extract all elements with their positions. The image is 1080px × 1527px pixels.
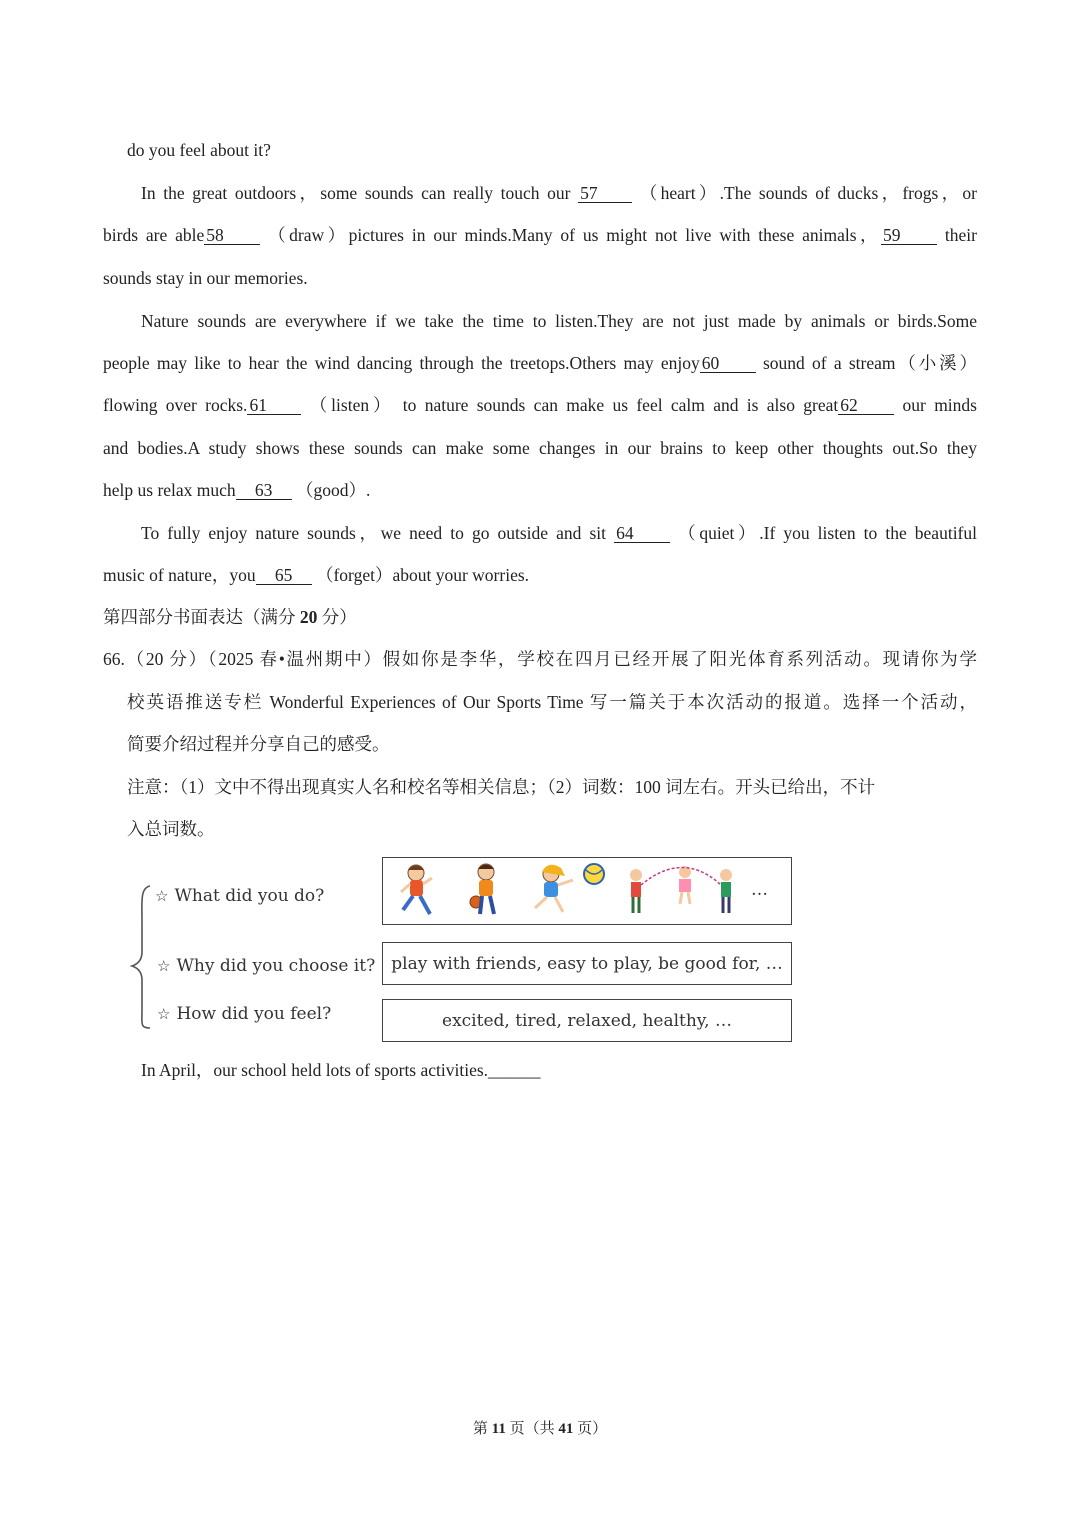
passage-line: music of nature，you 65 （forget）about your worries. [103,565,530,585]
blank-61: 61 [247,396,301,415]
jump-rope-icon [630,866,732,913]
basketball-kid-icon [470,864,494,914]
passage-line: sounds stay in our memories. [103,268,308,288]
volleyball-kid-icon [535,864,604,912]
outline-question-3: ☆ How did you feel? [157,1004,332,1024]
blank-62: 62 [838,396,894,415]
feelings-box: excited, tired, relaxed, healthy, … [382,999,792,1042]
blank-57: 57 [578,184,632,203]
curly-brace [128,882,154,1032]
section-title: 第四部分书面表达（满分 20 分） [103,607,357,627]
question-66-line: 校英语推送专栏 Wonderful Experiences of Our Sports Time 写一篇关于本次活动的报道。选择一个活动， [127,692,977,712]
page-footer: 第 11 页（共 41 页） [472,1421,608,1437]
passage-line: help us relax much 63 （good）. [103,480,371,500]
passage-line: birds are able 58 （draw）pictures in our minds.Many of us might not live with these animals， 59 their [103,225,977,245]
blank-65: 65 [256,566,312,585]
star-icon: ☆ [155,887,169,905]
blank-59: 59 [881,226,937,245]
answer-blank: ______ [488,1060,541,1080]
essay-start: In April，our school held lots of sports activities.______ [141,1060,541,1080]
passage-line: In the great outdoors，some sounds can really touch our 57 （heart）.The sounds of ducks，frogs，or [141,183,977,203]
question-66-line: 66.（20 分）（2025 春•温州期中）假如你是李华，学校在四月已经开展了阳光体育系列活动。现请你为学 [103,649,977,669]
blank-64: 64 [614,524,670,543]
passage-line: Nature sounds are everywhere if we take the time to listen.They are not just made by animals or birds.Some [141,311,977,331]
blank-63: 63 [236,481,292,500]
blank-58: 58 [204,226,260,245]
question-66-note: 注意：（1）文中不得出现真实人名和校名等相关信息；（2）词数：100 词左右。开头已给出，不计 [127,777,876,797]
passage-line: To fully enjoy nature sounds，we need to go outside and sit 64 （quiet）.If you listen to the beautiful [141,523,977,543]
passage-line: do you feel about it? [127,140,271,160]
passage-line: and bodies.A study shows these sounds can make some changes in our brains to keep other thoughts out.So they [103,438,977,458]
star-icon: ☆ [157,957,171,975]
activities-picture-box [382,857,792,925]
star-icon: ☆ [157,1005,171,1023]
more-activities-ellipsis: … [751,880,768,900]
outline-question-1: ☆ What did you do? [155,886,325,906]
passage-line: flowing over rocks. 61 （listen） to nature sounds can make us feel calm and is also great 62 our minds [103,395,977,415]
question-66-note: 入总词数。 [127,819,215,839]
blank-60: 60 [700,354,756,373]
running-kid-icon [401,865,432,914]
reasons-box: play with friends, easy to play, be good for, … [382,942,792,985]
passage-line: people may like to hear the wind dancing through the treetops.Others may enjoy 60 sound of a stream（小溪） [103,353,977,373]
outline-question-2: ☆ Why did you choose it? [157,956,376,976]
question-66-line: 简要介绍过程并分享自己的感受。 [127,734,390,754]
